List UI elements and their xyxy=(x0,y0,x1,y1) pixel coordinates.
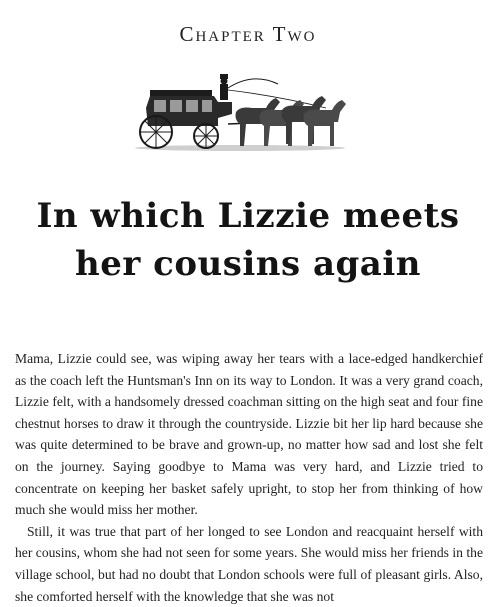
chapter-title-line-1: In which Lizzie meets xyxy=(36,196,460,236)
stagecoach-with-horses-icon xyxy=(128,68,352,154)
chapter-heading: Chapter Two xyxy=(179,22,317,46)
chapter-title-line-2: her cousins again xyxy=(75,244,421,284)
paragraph-2: Still, it was true that part of her longed to see London and reacquaint herself with her cousins, whom she had not seen for some years. She would miss her friends in the village school, but had no doubt that London schools were full of pleasant girls. Also, she comforted herself with the knowledge that she was not xyxy=(15,523,483,604)
paragraph-1: Mama, Lizzie could see, was wiping away her tears with a lace-edged handkerchief as the coach left the Huntsman's Inn on its way to London. It was a very grand coach, Lizzie felt, with a handsomely dressed coachman sitting on the high seat and four fine chestnut horses to draw it through the countryside. Lizzie bit her lip hard because she was quite determined to be brave and grown-up, no matter how sad and lost she felt on the journey. Saying goodbye to Mama was very hard, and Lizzie tried to concentrate on keeping her basket safely upright, to stop her from thinking of how much she would miss her mother. xyxy=(15,351,483,518)
body-text xyxy=(15,348,483,607)
chapter-title xyxy=(0,192,496,288)
